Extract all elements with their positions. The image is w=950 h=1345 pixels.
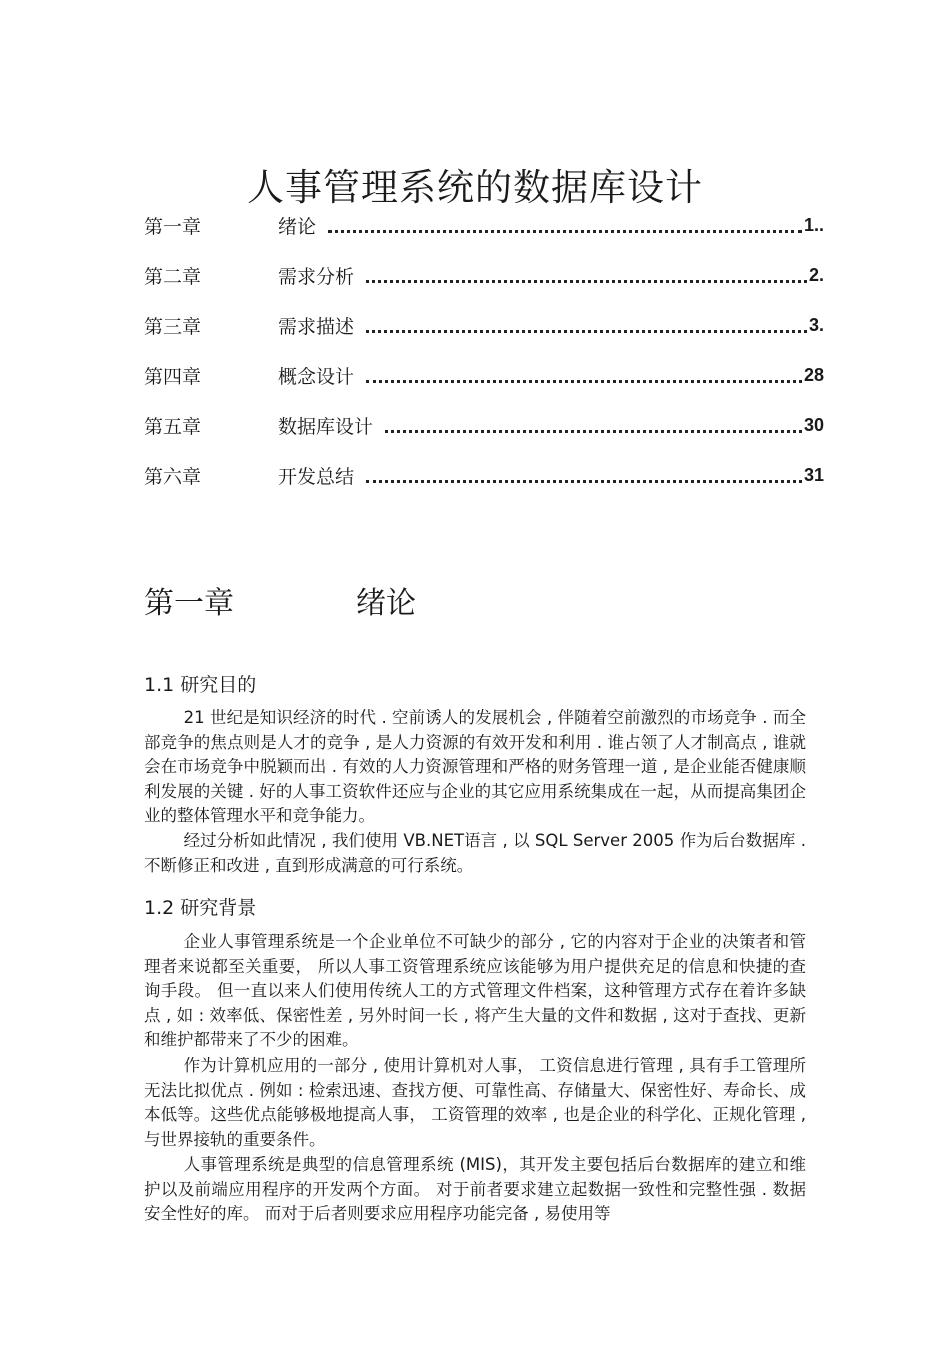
toc-entry[interactable] (144, 450, 824, 500)
chapter-number: 第一章 (144, 586, 234, 621)
toc-chapter-number: 第五章 (144, 415, 202, 438)
body-paragraph: 人事管理系统是典型的信息管理系统 (MIS)，其开发主要包括后台数据库的建立和维护以及前端应用程序的开发两个方面。 对于前者要求建立起数据一致性和完整性强 . 数据安全性好的库。 而对于后者则要求应用程序功能完备 , 易使用等 (144, 1155, 806, 1224)
toc-chapter-number: 第二章 (144, 265, 202, 288)
toc-dot-leader (366, 280, 807, 283)
toc-entry[interactable] (144, 250, 824, 300)
toc-dot-leader (385, 430, 802, 433)
toc-chapter-name: 需求描述 (278, 315, 355, 338)
toc-entry[interactable] (144, 300, 824, 350)
toc-dot-leader (366, 330, 807, 333)
toc-chapter-number: 第三章 (144, 315, 202, 338)
body-paragraph: 作为计算机应用的一部分 , 使用计算机对人事， 工资信息进行管理 , 具有手工管理所无法比拟优点 . 例如 : 检索迅速、查找方便、可靠性高、存储量大、保密性好、寿命长、成本低等。这些优点能够极地提高人事， 工资管理的效率 , 也是企业的科学化、正规化管理 , 与世界接轨的重要条件。 (144, 1056, 806, 1149)
toc-chapter-number: 第一章 (144, 215, 202, 238)
toc-page-number: 31 (803, 464, 824, 485)
toc-chapter-name: 需求分析 (278, 265, 355, 288)
toc-entry[interactable] (144, 400, 824, 450)
section-heading: 1.1 研究目的 (144, 674, 257, 696)
toc-dot-leader (328, 230, 802, 233)
toc-page-number: 1.. (803, 214, 824, 235)
toc-entry[interactable] (144, 200, 824, 250)
toc-dot-leader (366, 480, 802, 483)
body-paragraph: 企业人事管理系统是一个企业单位不可缺少的部分 , 它的内容对于企业的决策者和管理者来说都至关重要， 所以人事工资管理系统应该能够为用户提供充足的信息和快捷的查询手段。 但一直以来人们使用传统人工的方式管理文件档案，这种管理方式存在着许多缺点 , 如 : 效率低、保密性差 , 另外时间一长 , 将产生大量的文件和数据 , 这对于查找、更新和维护都带来了不少的困难。 (144, 932, 806, 1050)
toc-chapter-name: 开发总结 (278, 465, 355, 488)
body-paragraph: 经过分析如此情况 , 我们使用 VB.NET语言 , 以 SQL Server 2005 作为后台数据库 . 不断修正和改进 , 直到形成满意的可行系统。 (144, 831, 806, 875)
toc-chapter-number: 第六章 (144, 465, 202, 488)
chapter-name: 绪论 (356, 586, 416, 621)
toc-chapter-number: 第四章 (144, 365, 202, 388)
toc-page-number: 28 (803, 364, 824, 385)
toc-dot-leader (366, 380, 802, 383)
toc-page-number: 3. (808, 314, 824, 335)
body-paragraph: 21 世纪是知识经济的时代 . 空前诱人的发展机会 , 伴随着空前激烈的市场竞争 . 而全部竞争的焦点则是人才的竞争 , 是人力资源的有效开发和利用 . 谁占领了人才制高点 , 谁就会在市场竞争中脱颖而出 . 有效的人力资源管理和严格的财务管理一道 , 是企业能否健康顺利发展的关键 . 好的人事工资软件还应与企业的其它应用系统集成在一起，从而提高集团企业的整体管理水平和竞争能力。 (144, 708, 806, 826)
toc-chapter-name: 绪论 (278, 215, 317, 238)
document-title: 人事管理系统的数据库设计 (247, 165, 703, 209)
toc-entry[interactable] (144, 350, 824, 400)
toc-page-number: 2. (808, 264, 824, 285)
toc-chapter-name: 概念设计 (278, 365, 355, 388)
toc-chapter-name: 数据库设计 (278, 415, 374, 438)
chapter-heading (144, 578, 416, 622)
table-of-contents (144, 200, 824, 500)
section-heading: 1.2 研究背景 (144, 897, 257, 919)
toc-page-number: 30 (803, 414, 824, 435)
